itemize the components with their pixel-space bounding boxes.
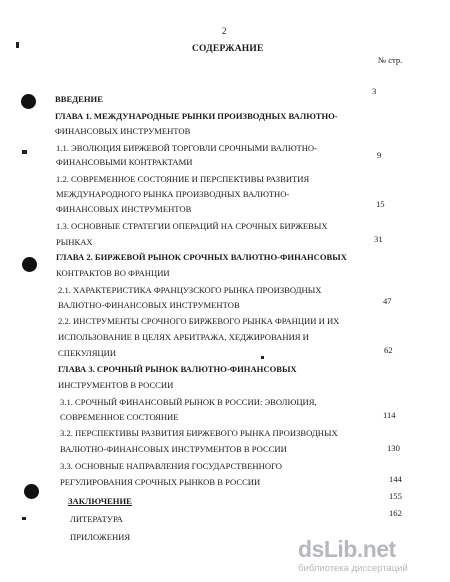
scan-speck bbox=[22, 517, 26, 520]
toc-line: ВАЛЮТНО-ФИНАНСОВЫХ ИНСТРУМЕНТОВ В РОССИИ bbox=[60, 444, 287, 454]
page-title: СОДЕРЖАНИЕ bbox=[192, 44, 264, 54]
toc-line: ФИНАНСОВЫМИ КОНТРАКТАМИ bbox=[56, 157, 193, 167]
punch-hole-dot bbox=[21, 94, 36, 109]
toc-page-number: 3 bbox=[372, 86, 377, 96]
toc-line: ФИНАНСОВЫХ ИНСТРУМЕНТОВ bbox=[56, 204, 192, 214]
toc-line: ИСПОЛЬЗОВАНИЕ В ЦЕЛЯХ АРБИТРАЖА, ХЕДЖИРОВАНИЯ И bbox=[58, 332, 309, 342]
punch-hole-dot bbox=[24, 484, 39, 499]
toc-line: КОНТРАКТОВ ВО ФРАНЦИИ bbox=[56, 268, 170, 278]
toc-page-number: 31 bbox=[374, 234, 383, 244]
toc-line: 2.2. ИНСТРУМЕНТЫ СРОЧНОГО БИРЖЕВОГО РЫНКА ФРАНЦИИ И ИХ bbox=[58, 316, 340, 326]
toc-line-chapter-1: ГЛАВА 1. МЕЖДУНАРОДНЫЕ РЫНКИ ПРОИЗВОДНЫХ ВАЛЮТНО- bbox=[55, 111, 338, 121]
page-column-header: № стр. bbox=[378, 55, 403, 65]
toc-line-appendices: ПРИЛОЖЕНИЯ bbox=[70, 532, 131, 542]
toc-page-number: 130 bbox=[387, 443, 400, 453]
toc-page-number: 114 bbox=[383, 410, 396, 420]
toc-page-number: 162 bbox=[389, 508, 402, 518]
toc-line: 3.1. СРОЧНЫЙ ФИНАНСОВЫЙ РЫНОК В РОССИИ: ЭВОЛЮЦИЯ, bbox=[60, 397, 317, 407]
toc-page-number: 9 bbox=[377, 150, 382, 160]
scan-speck bbox=[22, 150, 27, 154]
toc-line: 1.1. ЭВОЛЮЦИЯ БИРЖЕВОЙ ТОРГОВЛИ СРОЧНЫМИ ВАЛЮТНО- bbox=[56, 143, 317, 153]
toc-line: СОВРЕМЕННОЕ СОСТОЯНИЕ bbox=[60, 412, 179, 422]
toc-line: ФИНАНСОВЫХ ИНСТРУМЕНТОВ bbox=[55, 126, 191, 136]
toc-line-introduction: ВВЕДЕНИЕ bbox=[55, 94, 103, 104]
scan-speck bbox=[261, 356, 264, 359]
watermark-logo: dsLib.net bbox=[298, 536, 396, 562]
toc-page-number: 155 bbox=[389, 491, 402, 501]
punch-hole-dot bbox=[22, 257, 37, 272]
toc-page-number: 15 bbox=[376, 199, 385, 209]
toc-line: РЫНКАХ bbox=[56, 237, 93, 247]
toc-line-chapter-2: ГЛАВА 2. БИРЖЕВОЙ РЫНОК СРОЧНЫХ ВАЛЮТНО-ФИНАНСОВЫХ bbox=[56, 252, 347, 262]
watermark bbox=[298, 536, 446, 576]
toc-line: 1.2. СОВРЕМЕННОЕ СОСТОЯНИЕ И ПЕРСПЕКТИВЫ РАЗВИТИЯ bbox=[56, 174, 310, 184]
toc-line: 1.3. ОСНОВНЫЕ СТРАТЕГИИ ОПЕРАЦИЙ НА СРОЧНЫХ БИРЖЕВЫХ bbox=[56, 221, 328, 231]
toc-page-number: 47 bbox=[383, 296, 392, 306]
toc-line-chapter-3: ГЛАВА 3. СРОЧНЫЙ РЫНОК ВАЛЮТНО-ФИНАНСОВЫХ bbox=[58, 364, 297, 374]
toc-page-number: 62 bbox=[384, 345, 393, 355]
scan-speck bbox=[16, 42, 19, 48]
toc-line: ВАЛЮТНО-ФИНАНСОВЫХ ИНСТРУМЕНТОВ bbox=[58, 300, 240, 310]
toc-line: РЕГУЛИРОВАНИЯ СРОЧНЫХ РЫНКОВ В РОССИИ bbox=[60, 477, 261, 487]
toc-line-literature: ЛИТЕРАТУРА bbox=[70, 514, 123, 524]
toc-line: 3.2. ПЕРСПЕКТИВЫ РАЗВИТИЯ БИРЖЕВОГО РЫНКА ПРОИЗВОДНЫХ bbox=[60, 428, 338, 438]
page-number: 2 bbox=[222, 26, 227, 36]
toc-line: ИНСТРУМЕНТОВ В РОССИИ bbox=[58, 380, 174, 390]
toc-line-conclusion: ЗАКЛЮЧЕНИЕ bbox=[68, 496, 132, 506]
toc-page-number: 144 bbox=[389, 474, 402, 484]
toc-line: СПЕКУЛЯЦИИ bbox=[58, 348, 117, 358]
toc-line: 2.1. ХАРАКТЕРИСТИКА ФРАНЦУЗСКОГО РЫНКА ПРОИЗВОДНЫХ bbox=[58, 285, 322, 295]
watermark-tagline: библиотека диссертаций bbox=[298, 563, 408, 574]
toc-line: МЕЖДУНАРОДНОГО РЫНКА ПРОИЗВОДНЫХ ВАЛЮТНО- bbox=[56, 189, 290, 199]
toc-line: 3.3. ОСНОВНЫЕ НАПРАВЛЕНИЯ ГОСУДАРСТВЕННОГО bbox=[60, 461, 282, 471]
